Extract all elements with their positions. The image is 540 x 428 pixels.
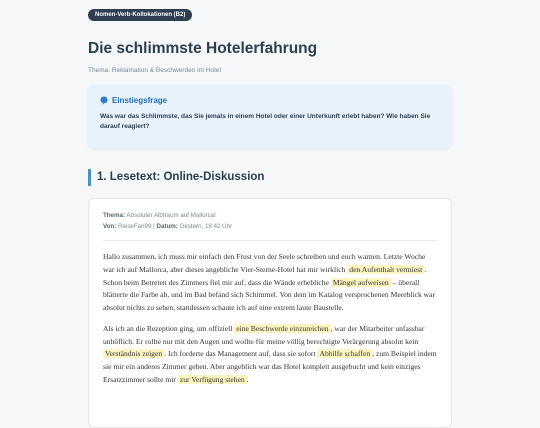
section-heading: 1. Lesetext: Online-Diskussion bbox=[88, 169, 264, 186]
text-run: , war der Mitarbeiter unfassbar unhöflich. Er rollte nur mit den Augen und wollte für meine völlig berechtigte Verärgerung absolut kein bbox=[103, 323, 425, 346]
collocation-highlight: zur Verfügung stehen bbox=[179, 374, 245, 384]
post-date: Gestern, 18:42 Uhr bbox=[179, 222, 233, 230]
page-subtitle: Thema: Reklamation & Beschwerden im Hotel bbox=[88, 67, 221, 74]
page-title: Die schlimmste Hotelerfahrung bbox=[88, 40, 318, 57]
collocation-highlight: Mängel aufweisen bbox=[332, 277, 389, 287]
text-run: . Ich forderte das Management auf, dass sie sofort bbox=[164, 349, 318, 359]
text-run: . Schon beim Betreten des Zimmers fiel mir auf, dass die Wände erhebliche bbox=[103, 264, 427, 287]
post-theme-value: Absoluter Albtraum auf Mallorca! bbox=[126, 212, 216, 219]
text-run: – überall blätterte die Farbe ab, und im Bad befand sich Schimmel. Von dem im Katalog versprochenen Meerblick war absolut nichts zu sehen, stattdessen schaute ich auf eine extrem laute Baustelle. bbox=[103, 277, 436, 313]
text-run: . bbox=[246, 374, 249, 384]
level-badge: Nomen-Verb-Kollokationen (B2) bbox=[88, 9, 192, 21]
intro-question: Was war das Schlimmste, das Sie jemals in einem Hotel oder einer Unterkunft erlebt haben? Wie haben Sie darauf reagiert? bbox=[100, 113, 431, 130]
post-from-label: Von: bbox=[103, 222, 117, 230]
text-run: Als ich an die Rezeption ging, um offiziell bbox=[103, 323, 235, 333]
collocation-highlight: eine Beschwerde einzureichen bbox=[236, 323, 329, 333]
speech-bubble-icon bbox=[100, 96, 108, 105]
post-date-label: Datum: bbox=[156, 222, 178, 230]
intro-question-box bbox=[88, 85, 452, 148]
intro-heading-label: Einstiegsfrage bbox=[112, 96, 168, 105]
post-meta bbox=[103, 211, 437, 232]
intro-heading bbox=[100, 96, 440, 105]
collocation-highlight: den Aufenthalt vermiest bbox=[349, 264, 423, 274]
post-paragraph-1 bbox=[103, 251, 437, 315]
post-theme-line bbox=[103, 211, 437, 222]
text-run: , zum Beispiel indem sie mir ein anderes Zimmer geben. Aber angeblich war das Hotel komplett ausgebucht und kein einziges Ersatzzimmer sollte mir bbox=[103, 349, 437, 384]
post-author-line bbox=[103, 222, 437, 233]
meta-separator: | bbox=[153, 222, 155, 230]
collocation-highlight: Abhilfe schaffen bbox=[319, 349, 371, 359]
forum-post-card bbox=[88, 198, 452, 428]
collocation-highlight: Verständnis zeigen bbox=[105, 349, 163, 359]
post-theme-label: Thema: bbox=[103, 212, 126, 219]
post-paragraph-2 bbox=[103, 323, 437, 387]
meta-divider bbox=[103, 240, 437, 241]
post-author: ReiseFan99 bbox=[118, 222, 152, 230]
text-run: Hallo zusammen, ich muss mir einfach den Frust von der Seele schreiben und euch warnen. Letzte Woche war ich auf Mallorca, aber dieses angebliche Vier-Sterne-Hotel hat mir wirklich bbox=[103, 252, 426, 274]
